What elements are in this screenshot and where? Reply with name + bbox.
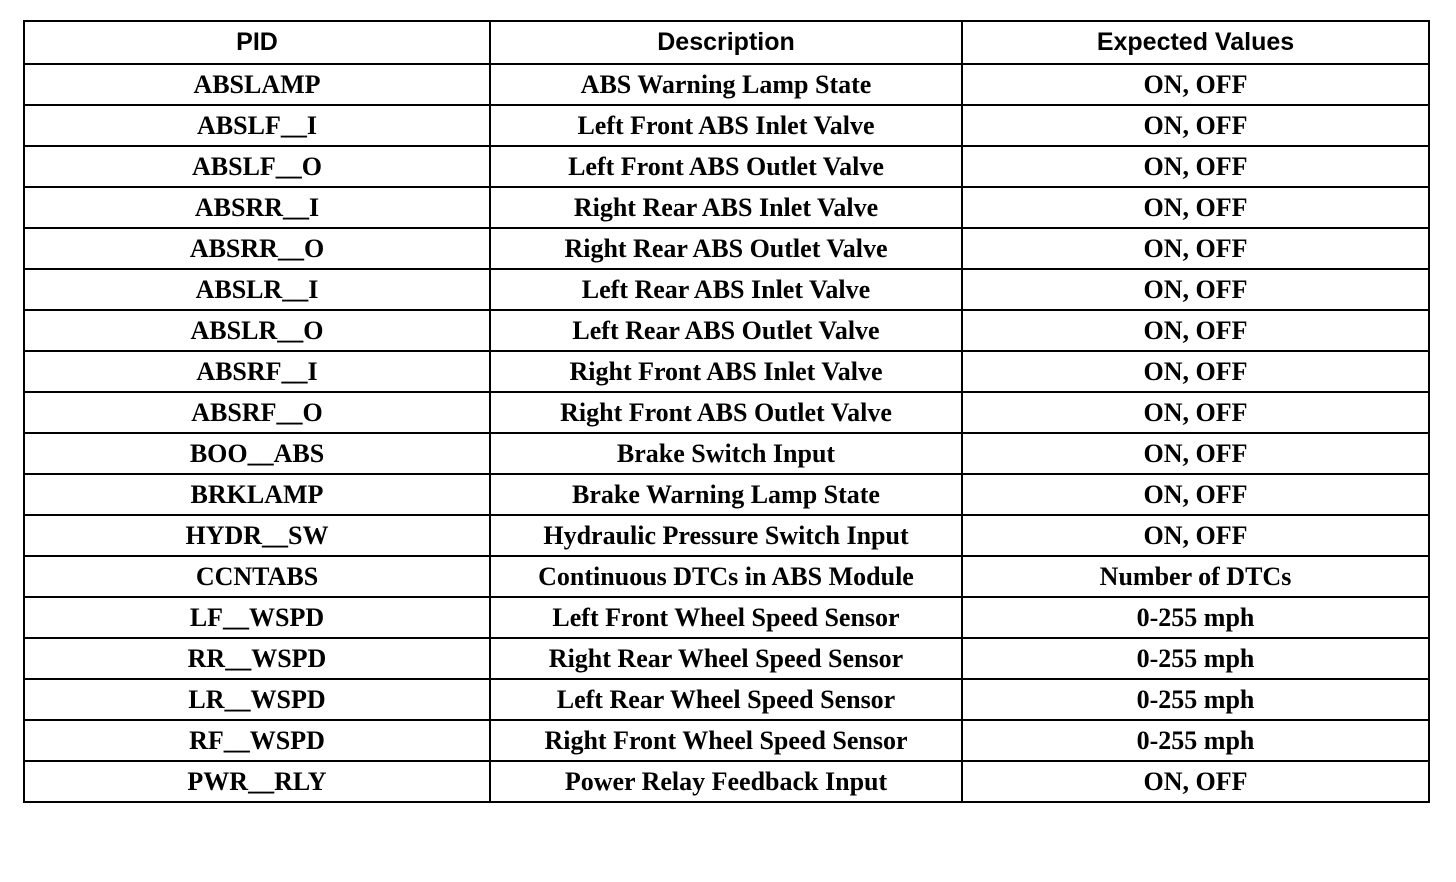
description-cell: Left Rear Wheel Speed Sensor xyxy=(490,679,962,720)
expected-values-cell: ON, OFF xyxy=(962,433,1429,474)
description-cell: Right Rear ABS Inlet Valve xyxy=(490,187,962,228)
expected-values-cell: ON, OFF xyxy=(962,105,1429,146)
description-cell: Continuous DTCs in ABS Module xyxy=(490,556,962,597)
description-cell: Power Relay Feedback Input xyxy=(490,761,962,802)
description-cell: Left Rear ABS Outlet Valve xyxy=(490,310,962,351)
table-row xyxy=(24,187,1429,228)
pid-cell: ABSLAMP xyxy=(24,64,490,105)
pid-cell: ABSRR__O xyxy=(24,228,490,269)
expected-values-cell: 0-255 mph xyxy=(962,638,1429,679)
expected-values-cell: Number of DTCs xyxy=(962,556,1429,597)
expected-values-cell: ON, OFF xyxy=(962,515,1429,556)
expected-values-cell: 0-255 mph xyxy=(962,597,1429,638)
pid-cell: LF__WSPD xyxy=(24,597,490,638)
description-cell: ABS Warning Lamp State xyxy=(490,64,962,105)
table-row xyxy=(24,474,1429,515)
pid-cell: RR__WSPD xyxy=(24,638,490,679)
table-row xyxy=(24,269,1429,310)
description-cell: Left Front Wheel Speed Sensor xyxy=(490,597,962,638)
pid-cell: ABSLR__I xyxy=(24,269,490,310)
table-row xyxy=(24,761,1429,802)
expected-values-cell: ON, OFF xyxy=(962,392,1429,433)
table-row xyxy=(24,556,1429,597)
expected-values-cell: ON, OFF xyxy=(962,64,1429,105)
table-row xyxy=(24,679,1429,720)
expected-values-cell: 0-255 mph xyxy=(962,720,1429,761)
expected-values-cell: ON, OFF xyxy=(962,187,1429,228)
table-row xyxy=(24,146,1429,187)
table-row xyxy=(24,720,1429,761)
pid-cell: BRKLAMP xyxy=(24,474,490,515)
table-row xyxy=(24,105,1429,146)
pid-cell: ABSRF__O xyxy=(24,392,490,433)
description-cell: Left Front ABS Outlet Valve xyxy=(490,146,962,187)
table-row xyxy=(24,597,1429,638)
header-row xyxy=(24,21,1429,64)
table-row xyxy=(24,351,1429,392)
pid-cell: ABSLF__O xyxy=(24,146,490,187)
header-description: Description xyxy=(490,21,962,64)
pid-cell: ABSRR__I xyxy=(24,187,490,228)
table-header xyxy=(24,21,1429,64)
description-cell: Brake Switch Input xyxy=(490,433,962,474)
header-expected-values: Expected Values xyxy=(962,21,1429,64)
table-row xyxy=(24,433,1429,474)
expected-values-cell: ON, OFF xyxy=(962,310,1429,351)
table-row xyxy=(24,228,1429,269)
pid-cell: BOO__ABS xyxy=(24,433,490,474)
pid-cell: HYDR__SW xyxy=(24,515,490,556)
pid-cell: ABSLR__O xyxy=(24,310,490,351)
description-cell: Brake Warning Lamp State xyxy=(490,474,962,515)
expected-values-cell: ON, OFF xyxy=(962,228,1429,269)
expected-values-cell: ON, OFF xyxy=(962,474,1429,515)
table-row xyxy=(24,64,1429,105)
table-row xyxy=(24,392,1429,433)
pid-cell: RF__WSPD xyxy=(24,720,490,761)
pid-cell: PWR__RLY xyxy=(24,761,490,802)
table-body xyxy=(24,64,1429,802)
table-row xyxy=(24,638,1429,679)
description-cell: Left Front ABS Inlet Valve xyxy=(490,105,962,146)
table-row xyxy=(24,515,1429,556)
description-cell: Right Front ABS Inlet Valve xyxy=(490,351,962,392)
description-cell: Right Rear Wheel Speed Sensor xyxy=(490,638,962,679)
expected-values-cell: 0-255 mph xyxy=(962,679,1429,720)
header-pid: PID xyxy=(24,21,490,64)
expected-values-cell: ON, OFF xyxy=(962,351,1429,392)
pid-cell: LR__WSPD xyxy=(24,679,490,720)
description-cell: Hydraulic Pressure Switch Input xyxy=(490,515,962,556)
pid-cell: CCNTABS xyxy=(24,556,490,597)
description-cell: Right Front Wheel Speed Sensor xyxy=(490,720,962,761)
expected-values-cell: ON, OFF xyxy=(962,269,1429,310)
pid-cell: ABSLF__I xyxy=(24,105,490,146)
pid-table xyxy=(23,20,1430,803)
table-row xyxy=(24,310,1429,351)
description-cell: Right Front ABS Outlet Valve xyxy=(490,392,962,433)
expected-values-cell: ON, OFF xyxy=(962,146,1429,187)
description-cell: Left Rear ABS Inlet Valve xyxy=(490,269,962,310)
expected-values-cell: ON, OFF xyxy=(962,761,1429,802)
description-cell: Right Rear ABS Outlet Valve xyxy=(490,228,962,269)
pid-cell: ABSRF__I xyxy=(24,351,490,392)
